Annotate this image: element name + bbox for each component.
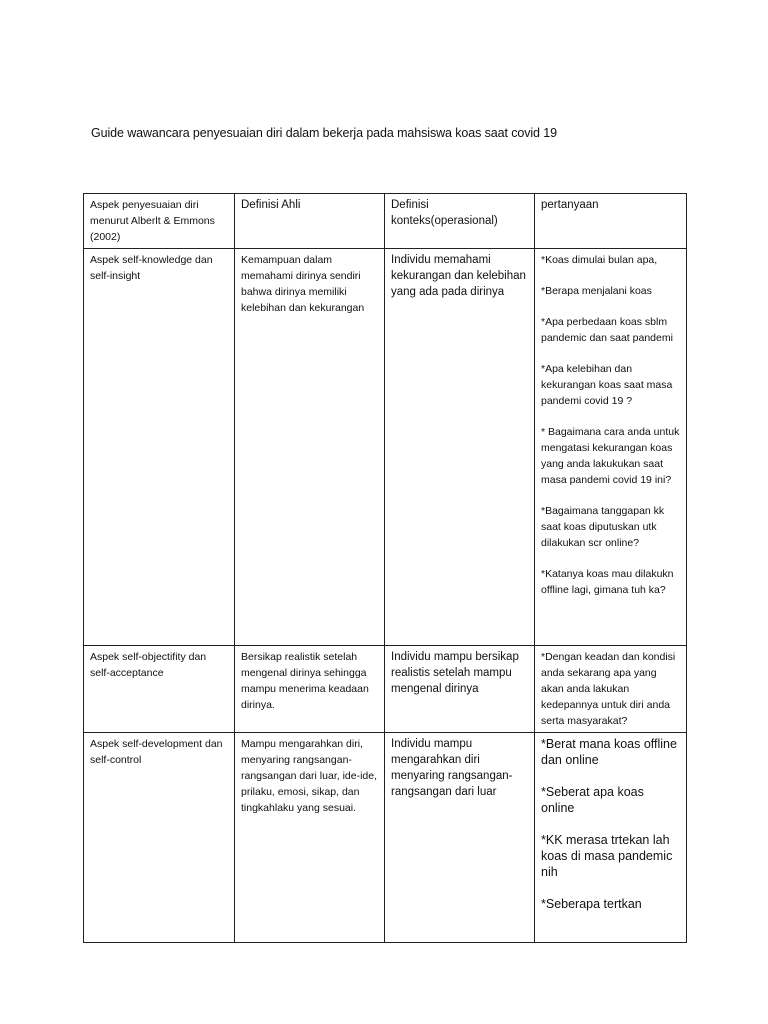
row-definisi-konteks: Individu memahami kekurangan dan kelebihan yang ada pada dirinya [385,249,535,646]
table-row [84,733,687,943]
question-item: * Bagaimana cara anda untuk mengatasi kekurangan koas yang anda lakukukan saat masa pandemi covid 19 ini? [541,426,680,486]
table-row [84,646,687,733]
row-definisi-konteks: Individu mampu mengarahkan diri menyaring rangsangan-rangsangan dari luar [385,733,535,943]
row-definisi-ahli: Bersikap realistik setelah mengenal dirinya sehingga mampu menerima keadaan dirinya. [235,646,385,733]
header-pertanyaan: pertanyaan [535,194,687,249]
row-aspek: Aspek self-development dan self-control [84,733,235,943]
question-item: *KK merasa trtekan lah koas di masa pandemic nih [541,833,673,879]
row-pertanyaan [535,646,687,733]
row-aspek: Aspek self-knowledge dan self-insight [84,249,235,646]
question-item: *Berapa menjalani koas [541,285,652,297]
question-item: *Apa kelebihan dan kekurangan koas saat masa pandemi covid 19 ? [541,363,673,407]
row-definisi-ahli: Kemampuan dalam memahami dirinya sendiri bahwa dirinya memiliki kelebihan dan kekurangan [235,249,385,646]
question-item: *Katanya koas mau dilakukn offline lagi, gimana tuh ka? [541,568,674,596]
interview-guide-table [83,193,687,943]
question-item: *Koas dimulai bulan apa, [541,254,658,266]
header-definisi-konteks: Definisi konteks(operasional) [385,194,535,249]
row-aspek: Aspek self-objectifity dan self-acceptance [84,646,235,733]
table-row [84,249,687,646]
row-definisi-ahli: Mampu mengarahkan diri, menyaring rangsangan-rangsangan dari luar, ide-ide, prilaku, emosi, sikap, dan tingkahlaku yang sesuai. [235,733,385,943]
question-item: *Dengan keadan dan kondisi anda sekarang apa yang akan anda lakukan kedepannya untuk diri anda serta masyarakat? [541,651,676,727]
question-item: *Apa perbedaan koas sblm pandemic dan saat pandemi [541,316,673,344]
row-pertanyaan [535,733,687,943]
row-definisi-konteks: Individu mampu bersikap realistis setelah mampu mengenal dirinya [385,646,535,733]
table-header-row [84,194,687,249]
question-item: *Seberapa tertkan [541,897,642,911]
question-item: *Bagaimana tanggapan kk saat koas diputuskan utk dilakukan scr online? [541,505,665,549]
header-definisi-ahli: Definisi Ahli [235,194,385,249]
question-item: *Berat mana koas offline dan online [541,737,677,767]
row-pertanyaan [535,249,687,646]
question-item: *Seberat apa koas online [541,785,644,815]
document-title: Guide wawancara penyesuaian diri dalam bekerja pada mahsiswa koas saat covid 19 [91,126,557,140]
header-aspek: Aspek penyesuaian diri menurut Alberlt & Emmons (2002) [84,194,235,249]
